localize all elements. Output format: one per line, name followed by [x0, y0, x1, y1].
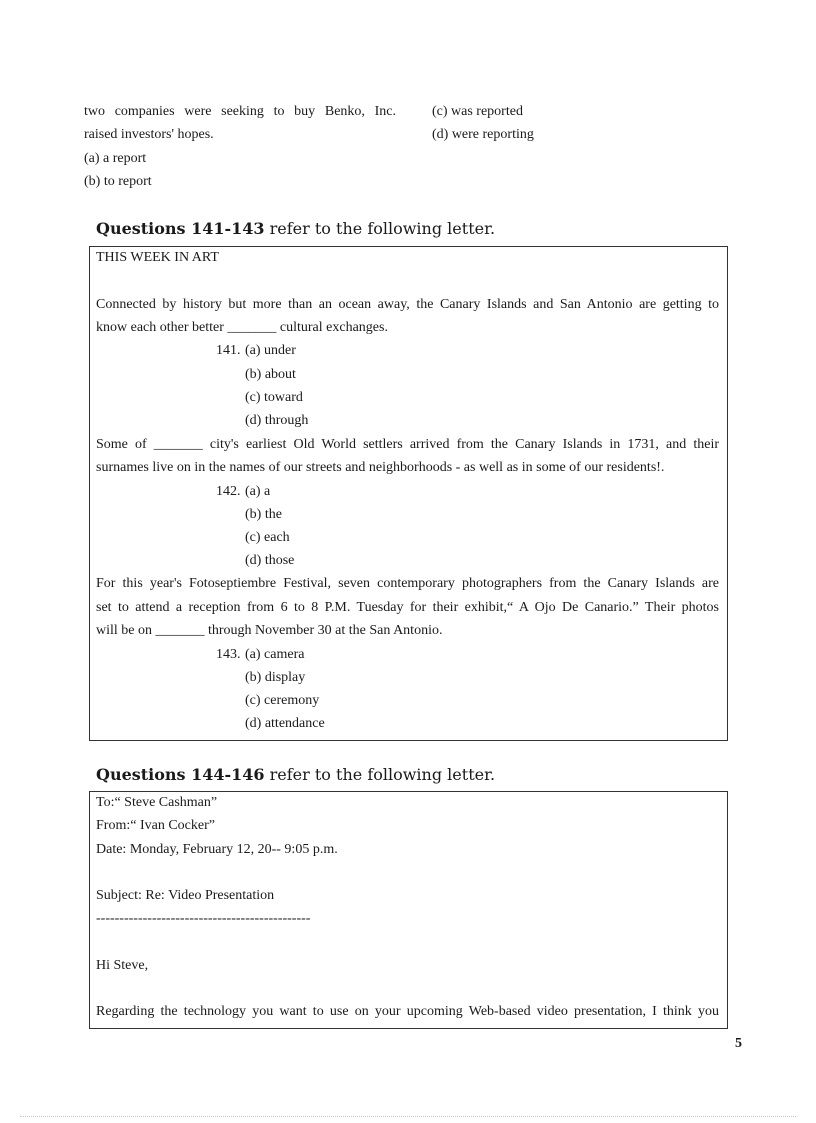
- email-date: Date: Monday, February 12, 20-- 9:05 p.m.: [96, 842, 338, 857]
- email-subject: Subject: Re: Video Presentation: [96, 888, 275, 903]
- passage-p2-line-1: Some of _______ city's earliest Old World settlers arrived from the Canary Islands in 1731, and their: [96, 437, 719, 452]
- question-143-option-d: (d) attendance: [245, 716, 325, 731]
- passage-title: THIS WEEK IN ART: [96, 250, 219, 265]
- page-bottom-rule: [20, 1116, 796, 1117]
- passage-p1-line-2: know each other better _______ cultural exchanges.: [96, 320, 388, 335]
- question-141-number: 141.: [216, 343, 241, 358]
- email-separator: ----------------------------------------------: [96, 911, 311, 926]
- intro-text-line-1: two companies were seeking to buy Benko, Inc.: [84, 104, 396, 119]
- heading-instruction: refer to the following letter.: [264, 765, 496, 784]
- question-142-option-c: (c) each: [245, 530, 290, 545]
- question-143-option-c: (c) ceremony: [245, 693, 320, 708]
- intro-option-d: (d) were reporting: [432, 127, 534, 142]
- passage-p1-line-1: Connected by history but more than an ocean away, the Canary Islands and San Antonio are getting to: [96, 297, 719, 312]
- question-143-option-b: (b) display: [245, 670, 306, 685]
- question-141-option-b: (b) about: [245, 367, 296, 382]
- section-heading-144-146: [96, 765, 495, 785]
- heading-question-range: Questions 144-146: [96, 765, 265, 784]
- intro-text-line-2: raised investors' hopes.: [84, 127, 214, 142]
- email-body-line-1: Regarding the technology you want to use on your upcoming Web-based video presentation, I think you: [96, 1004, 719, 1019]
- email-from: From:“ Ivan Cocker”: [96, 818, 215, 833]
- question-141-option-d: (d) through: [245, 413, 309, 428]
- question-142-option-a: (a) a: [245, 484, 271, 499]
- question-141-option-a: (a) under: [245, 343, 296, 358]
- intro-option-b: (b) to report: [84, 174, 152, 189]
- heading-instruction: refer to the following letter.: [264, 219, 496, 238]
- email-to: To:“ Steve Cashman”: [96, 795, 218, 810]
- passage-p3-line-2: set to attend a reception from 6 to 8 P.M. Tuesday for their exhibit,“ A Ojo De Canario.” Their photos: [96, 600, 719, 615]
- question-142-option-b: (b) the: [245, 507, 282, 522]
- email-greeting: Hi Steve,: [96, 958, 149, 973]
- intro-option-a: (a) a report: [84, 151, 147, 166]
- question-142-option-d: (d) those: [245, 553, 295, 568]
- question-141-option-c: (c) toward: [245, 390, 303, 405]
- question-143-option-a: (a) camera: [245, 647, 305, 662]
- passage-p2-line-2: surnames live on in the names of our streets and neighborhoods - as well as in some of our residents!.: [96, 460, 665, 475]
- passage-p3-line-3: will be on _______ through November 30 at the San Antonio.: [96, 623, 443, 638]
- intro-option-c: (c) was reported: [432, 104, 523, 119]
- page-number: 5: [735, 1036, 742, 1051]
- question-142-number: 142.: [216, 484, 241, 499]
- passage-p3-line-1: For this year's Fotoseptiembre Festival, seven contemporary photographers from the Canary Islands are: [96, 576, 719, 591]
- section-heading-141-143: [96, 219, 495, 239]
- heading-question-range: Questions 141-143: [96, 219, 265, 238]
- question-143-number: 143.: [216, 647, 241, 662]
